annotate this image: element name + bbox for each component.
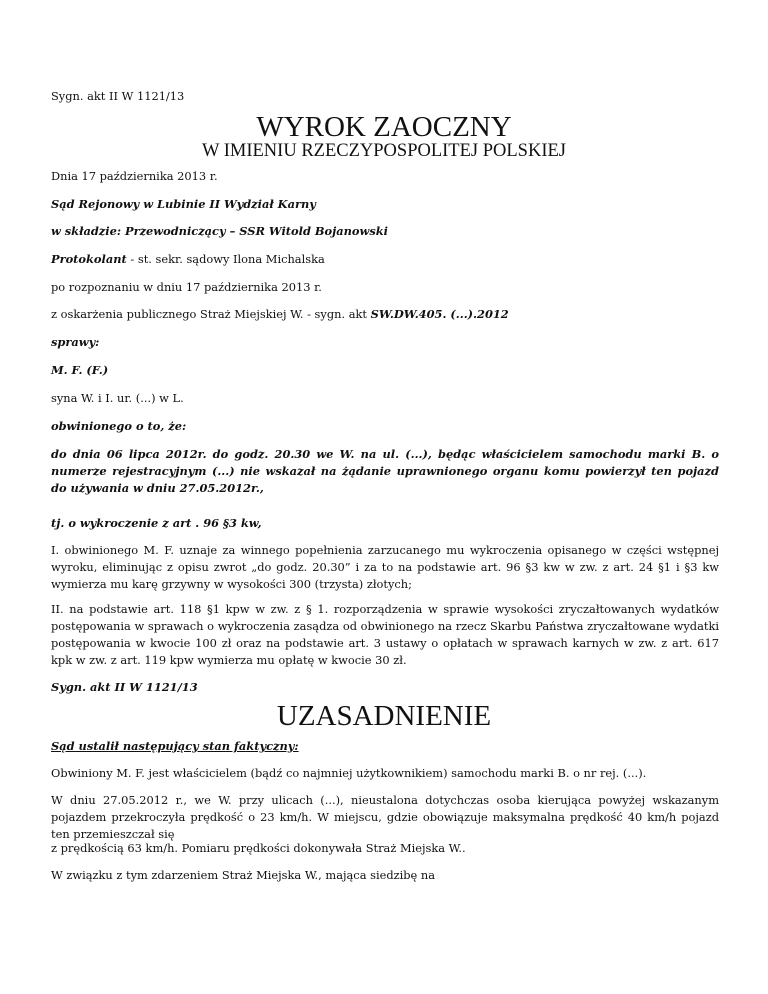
case-number-top: Sygn. akt II W 1121/13: [51, 89, 185, 103]
fact-paragraph-2: W dniu 27.05.2012 r., we W. przy ulicach (...), nieustalona dotychczas osoba kierująca powyżej wskazanym pojazdem przekroczyła prędkość o 23 km/h. W miejscu, gdzie obowiązuje maksymalna prędkość 40 km/h pojazd ten przemieszczał się: [51, 793, 719, 841]
clerk-label: Protokolant: [51, 252, 127, 266]
date-line: Dnia 17 października 2013 r.: [51, 169, 218, 183]
verdict-point-2: II. na podstawie art. 118 §1 kpw w zw. z § 1. rozporządzenia w sprawie wysokości zryczałtowanych wydatków postępowania w sprawach o wykroczenia zasądza od obwinionego na rzecz Skarbu Państwa zryczałtowane wydatki postępowania w kwocie 100 zł oraz na podstawie art. 3 ustawy o opłatach w sprawach karnych w zw. z art. 617 kpk w zw. z art. 119 kpw wymierza mu opłatę w kwocie 30 zł.: [51, 602, 719, 667]
complaint-prefix: z oskarżenia publicznego Straż Miejskiej W. - sygn. akt: [51, 307, 371, 321]
defendant-parents: syna W. i I. ur. (...) w L.: [51, 391, 184, 405]
document-subtitle: W IMIENIU RZECZYPOSPOLITEJ POLSKIEJ: [201, 141, 566, 161]
clerk-line: [51, 251, 719, 268]
fact-paragraph-2-continued: z prędkością 63 km/h. Pomiaru prędkości dokonywała Straż Miejska W..: [51, 841, 466, 855]
fact-paragraph-3: W związku z tym zdarzeniem Straż Miejska W., mająca siedzibę na: [51, 868, 436, 882]
verdict-point-1: I. obwinionego M. F. uznaje za winnego popełnienia zarzucanego mu wykroczenia opisanego w części wstępnej wyroku, eliminując z opisu zwrot „do godz. 20.30” i za to na podstawie art. 96 §3 kw w zw. z art. 24 §1 i §3 kw wymierza mu karę grzywny w wysokości 300 (trzysta) złotych;: [51, 543, 719, 591]
court-name: Sąd Rejonowy w Lubinie II Wydział Karny: [51, 197, 316, 211]
court-panel: w składzie: Przewodniczący – SSR Witold Bojanowski: [51, 224, 388, 238]
defendant-name: M. F. (F.): [51, 363, 109, 377]
case-number-bottom: Sygn. akt II W 1121/13: [51, 680, 198, 694]
charged-with-label: obwinionego o to, że:: [51, 419, 187, 433]
complaint-line: [51, 306, 719, 323]
facts-heading: Sąd ustalił następujący stan faktyczny:: [51, 739, 299, 753]
offense-qualification: tj. o wykroczenie z art . 96 §3 kw,: [51, 516, 262, 530]
hearing-line: po rozpoznaniu w dniu 17 października 2013 r.: [51, 280, 322, 294]
justification-title: UZASADNIENIE: [276, 700, 492, 732]
case-label: sprawy:: [51, 335, 100, 349]
charge-description: do dnia 06 lipca 2012r. do godz. 20.30 we W. na ul. (...), będąc właścicielem samochodu marki B. o numerze rejestracyjnym (...) nie wskazał na żądanie uprawnionego organu komu powierzył ten pojazd do używania w dniu 27.05.2012r.,: [51, 447, 719, 495]
fact-paragraph-1: Obwiniony M. F. jest właścicielem (bądź co najmniej użytkownikiem) samochodu marki B. o nr rej. (...).: [51, 766, 647, 780]
document-title: WYROK ZAOCZNY: [256, 111, 512, 143]
clerk-rest: - st. sekr. sądowy Ilona Michalska: [126, 252, 325, 266]
complaint-reference: SW.DW.405. (...).2012: [370, 307, 509, 321]
